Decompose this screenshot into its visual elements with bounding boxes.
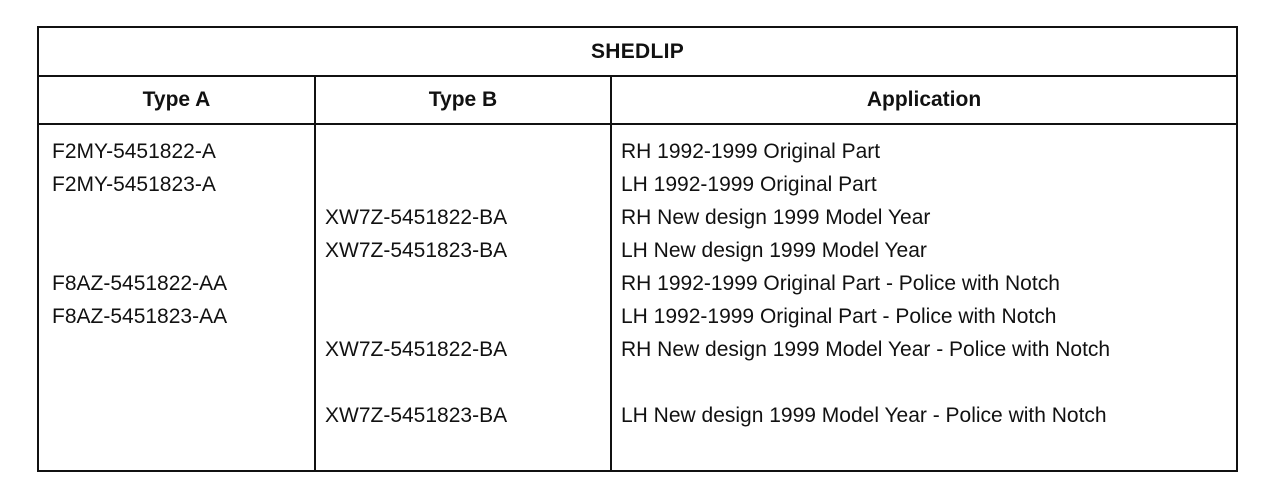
type-a-column [52, 135, 312, 465]
table-cell-application [621, 399, 1211, 465]
table-cell-type-a [52, 399, 312, 465]
shedlip-table [37, 26, 1238, 472]
header-type-b: Type B [428, 88, 498, 111]
table-cell-type-a [52, 201, 312, 234]
table-cell-type-b [325, 267, 605, 300]
table-cell-application: RH New design 1999 Model Year [621, 206, 931, 229]
table-cell-type-a [52, 333, 312, 399]
table-cell-type-a: F2MY-5451823-A [52, 173, 216, 196]
table-cell-type-b [325, 135, 605, 168]
table-body [39, 125, 1236, 472]
table-cell-application: LH 1992-1999 Original Part [621, 173, 877, 196]
table-cell-type-b: XW7Z-5451822-BA [325, 206, 508, 229]
table-cell-application: RH 1992-1999 Original Part - Police with Notch [621, 272, 1060, 295]
application-text: LH New design 1999 Model Year - Police with Notch [621, 404, 1107, 427]
table-cell-type-b: XW7Z-5451823-BA [325, 404, 508, 427]
table-title: SHEDLIP [39, 28, 1236, 77]
header-row [39, 77, 1236, 125]
application-text: RH New design 1999 Model Year - Police with Notch [621, 338, 1111, 361]
table-cell-type-b [325, 168, 605, 201]
table-cell-type-a [52, 234, 312, 267]
table-cell-application: LH 1992-1999 Original Part - Police with Notch [621, 305, 1057, 328]
table-cell-type-b: XW7Z-5451822-BA [325, 338, 508, 361]
table-cell-application: RH 1992-1999 Original Part [621, 140, 881, 163]
table-cell-type-b [325, 300, 605, 333]
table-cell-type-b: XW7Z-5451823-BA [325, 239, 508, 262]
header-application: Application [866, 88, 982, 111]
application-column [621, 135, 1211, 465]
table-cell-type-a: F8AZ-5451822-AA [52, 272, 228, 295]
table-cell-type-a: F8AZ-5451823-AA [52, 305, 228, 328]
type-b-column [325, 135, 605, 465]
table-cell-application: LH New design 1999 Model Year [621, 239, 927, 262]
header-type-a: Type A [142, 88, 211, 111]
table-cell-type-a: F2MY-5451822-A [52, 140, 216, 163]
table-cell-application [621, 333, 1211, 399]
